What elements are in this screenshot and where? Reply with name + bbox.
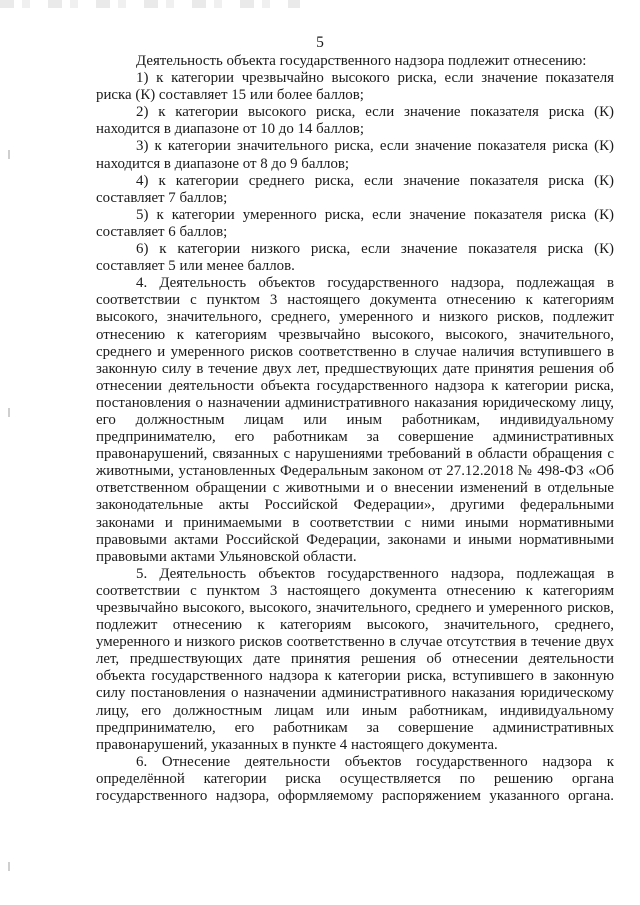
paragraph-intro: Деятельность объекта государственного надзора подлежит отнесению:	[136, 53, 587, 69]
list-item-1: 1) к категории чрезвычайно высокого риска, если значение показателя риска (К) составляет 15 или более баллов;	[96, 70, 614, 104]
scan-artifact	[8, 408, 10, 417]
paragraph-5: 5. Деятельность объектов государственного надзора, подлежащая в соответствии с пунктом 3 настоящего документа отнесению к категориям чрезвычайно высокого, высокого, значительного, среднего и умеренного рисков, подлежит отнесению к категориям высокого, значительного, среднего, умеренного и низкого рисков соответственно в случае отсутствия в течение двух лет, предшествующих дате принятия решения об отнесении деятельности объекта государственного надзора к категории риска, вступившего в законную силу постановления о назначении административного наказания юридическому лицу, его должностным лицам или иным работникам, индивидуальному предпринимателю, его работникам за совершение административных правонарушений, указанных в пункте 4 настоящего документа.	[96, 565, 614, 753]
list-item-6: 6) к категории низкого риска, если значение показателя риска (К) составляет 5 или менее баллов.	[96, 241, 614, 275]
paragraph-4: 4. Деятельность объектов государственного надзора, подлежащая в соответствии с пунктом 3 настоящего документа отнесению к категориям высокого, значительного, среднего, умеренного и низкого рисков, подлежит отнесению к категориям чрезвычайно высокого, высокого, значительного, среднего и умеренного рисков соответственно в случае наличия вступившего в законную силу в течение двух лет, предшествующих дате принятия решения об отнесении деятельности объекта государственного надзора к категории риска, постановления о назначении административного наказания юридическому лицу, его должностным лицам или иным работникам, индивидуальному предпринимателю, его работникам за совершение административных правонарушений, связанных с нарушениями требований в области обращения с животными, установленных Федеральным законом от 27.12.2018 № 498-ФЗ «Об ответственном обращении с животными и о внесении изменений в отдельные законодательные акты Российской Федерации», другими федеральными законами и принимаемыми в соответствии с ними иными нормативными правовыми актами Российской Федерации, законами и иными нормативными правовыми актами Ульяновской области.	[96, 275, 614, 565]
scan-artifact	[0, 0, 300, 8]
page-number: 5	[316, 34, 324, 51]
scan-artifact	[8, 862, 10, 871]
paragraph-6: 6. Отнесение деятельности объектов государственного надзора к определённой категории риска осуществляется по решению органа государственного надзора, оформляемому распоряжением указанного органа.	[96, 753, 614, 805]
list-item-5: 5) к категории умеренного риска, если значение показателя риска (К) составляет 6 баллов;	[96, 206, 614, 240]
list-item-3: 3) к категории значительного риска, если значение показателя риска (К) находится в диапазоне от 8 до 9 баллов;	[96, 138, 614, 172]
list-item-2: 2) к категории высокого риска, если значение показателя риска (К) находится в диапазоне от 10 до 14 баллов;	[96, 104, 614, 138]
list-item-4: 4) к категории среднего риска, если значение показателя риска (К) составляет 7 баллов;	[96, 172, 614, 206]
scan-artifact	[8, 150, 10, 159]
document-body	[96, 53, 614, 805]
